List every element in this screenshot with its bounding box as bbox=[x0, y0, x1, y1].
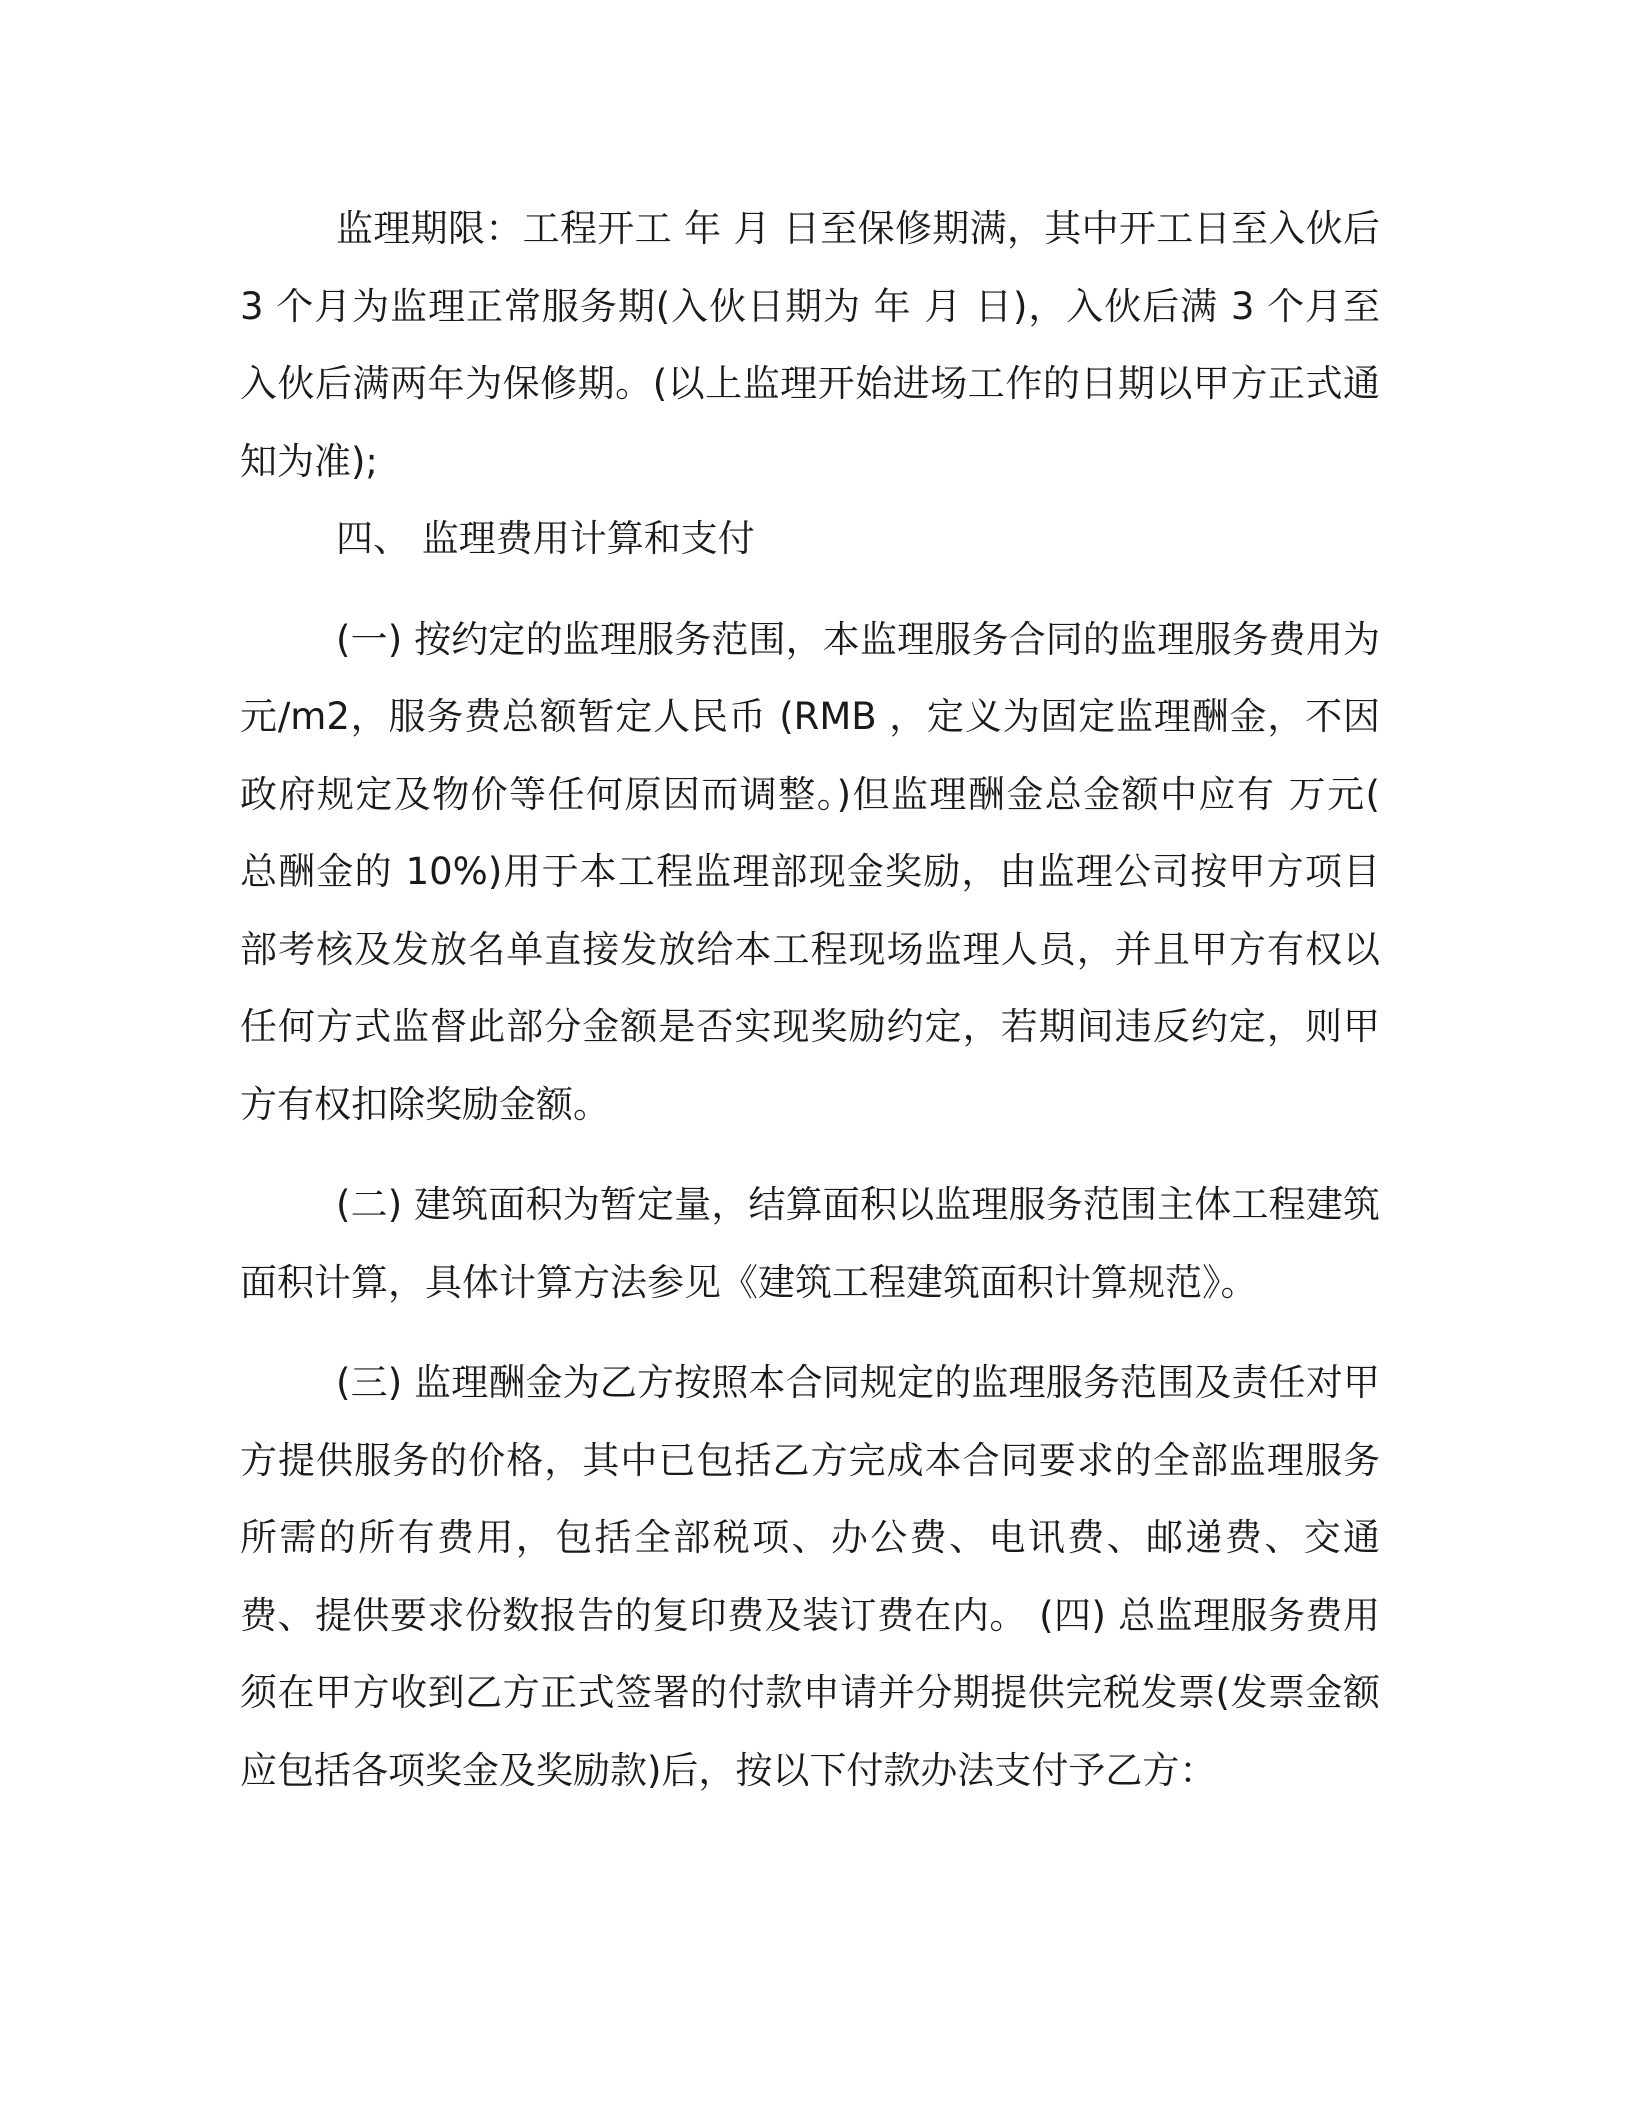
clause-3-paragraph: (三) 监理酬金为乙方按照本合同规定的监理服务范围及责任对甲方提供服务的价格，其中已包括乙方完成本合同要求的全部监理服务所需的所有费用，包括全部税项、办公费、电讯费、邮递费、交通费、提供要求份数报告的复印费及装订费在内。 (四) 总监理服务费用须在甲方收到乙方正式签署的付款申请并分期提供完税发票(发票金额应包括各项奖金及奖励款)后，按以下付款办法支付予乙方： bbox=[240, 1361, 1380, 1792]
supervision-term-paragraph: 监理期限：工程开工 年 月 日至保修期满，其中开工日至入伙后3 个月为监理正常服务期(入伙日期为 年 月 日)，入伙后满 3 个月至入伙后满两年为保修期。(以上监理开始进场工作的日期以甲方正式通知为准); bbox=[240, 207, 1380, 483]
clause-2-paragraph: (二) 建筑面积为暂定量，结算面积以监理服务范围主体工程建筑面积计算，具体计算方法参见《建筑工程建筑面积计算规范》。 bbox=[240, 1183, 1380, 1304]
document-body bbox=[240, 190, 1380, 1809]
clause-1-paragraph: (一) 按约定的监理服务范围，本监理服务合同的监理服务费用为元/m2，服务费总额暂定人民币 (RMB ，定义为固定监理酬金，不因政府规定及物价等任何原因而调整。)但监理酬金总金额中应有 万元( 总酬金的 10%)用于本工程监理部现金奖励，由监理公司按甲方项目部考核及发放名单直接发放给本工程现场监理人员，并且甲方有权以任何方式监督此部分金额是否实现奖励约定，若期间违反约定，则甲方有权扣除奖励金额。 bbox=[240, 617, 1380, 1126]
section-heading-fees: 四、 监理费用计算和支付 bbox=[336, 517, 755, 560]
